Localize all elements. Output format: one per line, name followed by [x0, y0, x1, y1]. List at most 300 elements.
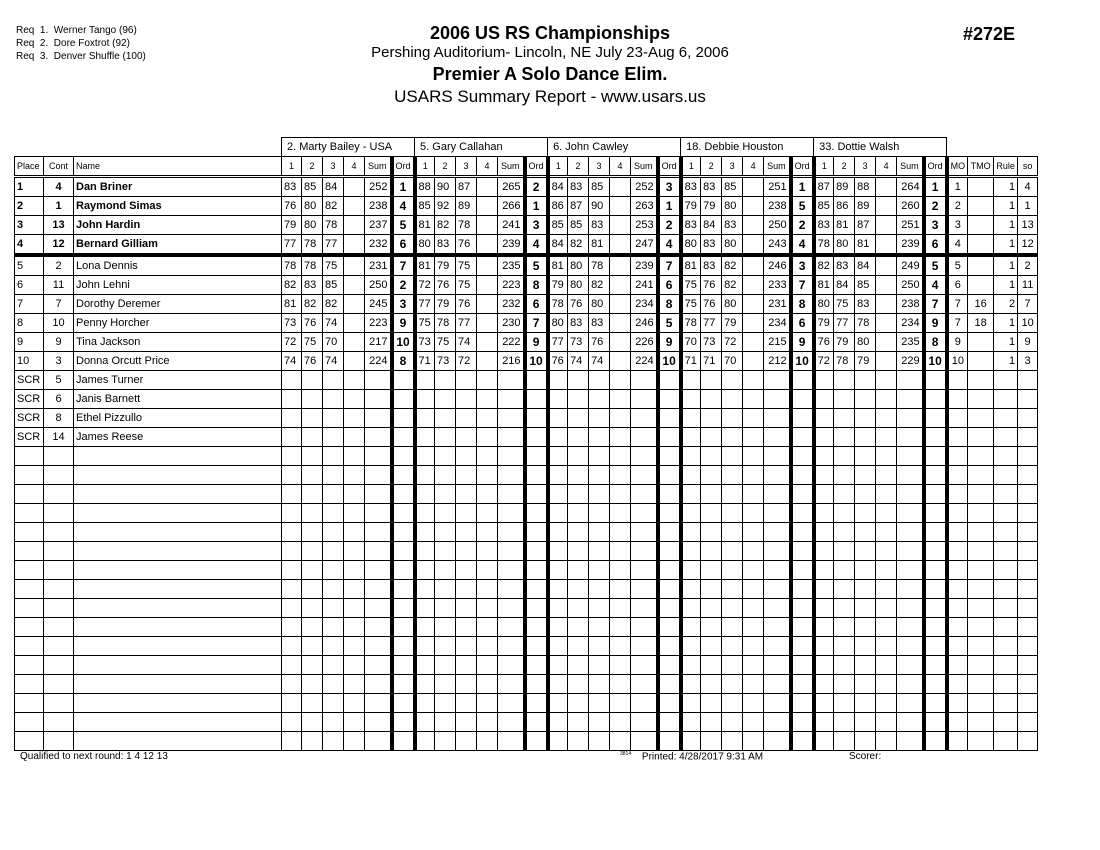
empty-cell — [897, 504, 924, 523]
score-cell — [344, 409, 365, 428]
empty-cell — [498, 580, 525, 599]
score-cell — [610, 428, 631, 447]
empty-cell — [568, 504, 589, 523]
sum-cell: 265 — [498, 177, 525, 197]
event-name: Premier A Solo Dance Elim. — [432, 64, 668, 84]
empty-cell — [548, 656, 568, 675]
event-number: #272E — [963, 24, 1016, 44]
sum-cell: 222 — [498, 333, 525, 352]
empty-cell — [435, 561, 456, 580]
empty-row — [15, 447, 1038, 466]
empty-cell — [764, 599, 791, 618]
score-cell — [477, 314, 498, 333]
empty-cell — [791, 561, 814, 580]
empty-row — [15, 466, 1038, 485]
score-cell — [743, 371, 764, 390]
empty-cell — [701, 732, 722, 751]
empty-cell — [968, 466, 994, 485]
score-cell: 85 — [814, 197, 834, 216]
score-cell: 85 — [568, 216, 589, 235]
score-cell: 80 — [302, 197, 323, 216]
empty-cell — [924, 485, 947, 504]
score-cell: 80 — [722, 197, 743, 216]
empty-cell — [477, 637, 498, 656]
empty-cell — [897, 485, 924, 504]
print-code: 3814 — [620, 751, 632, 757]
score-cell — [722, 409, 743, 428]
empty-cell — [722, 504, 743, 523]
header-score-3: 3 — [456, 157, 477, 177]
empty-cell — [681, 466, 701, 485]
header-score-3: 3 — [722, 157, 743, 177]
sum-cell: 266 — [498, 197, 525, 216]
empty-cell — [365, 713, 392, 732]
name-cell: Janis Barnett — [74, 390, 282, 409]
so-cell: 4 — [1018, 177, 1038, 197]
empty-cell — [74, 599, 282, 618]
sum-cell: 238 — [897, 295, 924, 314]
score-cell: 70 — [323, 333, 344, 352]
empty-cell — [947, 675, 968, 694]
score-cell: 76 — [589, 333, 610, 352]
venue-dates: Pershing Auditorium- Lincoln, NE July 23-Aug 6, 2006 — [371, 44, 729, 61]
header-sum: Sum — [365, 157, 392, 177]
header-name: Name — [74, 157, 282, 177]
empty-cell — [477, 542, 498, 561]
sum-cell: 260 — [897, 197, 924, 216]
score-cell — [415, 428, 435, 447]
score-cell — [743, 390, 764, 409]
empty-cell — [814, 504, 834, 523]
empty-cell — [834, 447, 855, 466]
empty-cell — [722, 694, 743, 713]
tmo-cell — [968, 216, 994, 235]
empty-cell — [924, 618, 947, 637]
empty-cell — [743, 580, 764, 599]
score-cell — [722, 371, 743, 390]
empty-cell — [15, 618, 44, 637]
spacer — [947, 138, 1038, 157]
empty-cell — [302, 599, 323, 618]
score-cell: 83 — [568, 314, 589, 333]
score-cell: 73 — [282, 314, 302, 333]
empty-row — [15, 637, 1038, 656]
empty-cell — [302, 713, 323, 732]
sum-cell: 251 — [897, 216, 924, 235]
score-cell — [876, 197, 897, 216]
score-cell: 78 — [681, 314, 701, 333]
empty-cell — [855, 523, 876, 542]
empty-cell — [658, 466, 681, 485]
empty-cell — [568, 466, 589, 485]
tmo-cell — [968, 371, 994, 390]
empty-cell — [568, 637, 589, 656]
cont-cell: 13 — [44, 216, 74, 235]
score-cell — [610, 333, 631, 352]
empty-cell — [658, 694, 681, 713]
tmo-cell: 18 — [968, 314, 994, 333]
empty-cell — [415, 447, 435, 466]
empty-cell — [344, 485, 365, 504]
empty-cell — [456, 694, 477, 713]
header-score-4: 4 — [344, 157, 365, 177]
empty-cell — [282, 656, 302, 675]
empty-cell — [897, 542, 924, 561]
score-cell: 80 — [722, 235, 743, 256]
empty-cell — [477, 523, 498, 542]
empty-cell — [658, 542, 681, 561]
score-cell — [876, 295, 897, 314]
score-cell — [814, 428, 834, 447]
empty-cell — [548, 561, 568, 580]
sum-cell: 234 — [764, 314, 791, 333]
header-mo: MO — [947, 157, 968, 177]
ordinal-cell — [392, 409, 415, 428]
mo-cell — [947, 409, 968, 428]
empty-cell — [74, 637, 282, 656]
empty-cell — [876, 732, 897, 751]
tmo-cell — [968, 197, 994, 216]
score-cell: 77 — [548, 333, 568, 352]
place-cell: 4 — [15, 235, 44, 256]
empty-cell — [477, 618, 498, 637]
empty-cell — [15, 637, 44, 656]
mo-cell — [947, 390, 968, 409]
score-cell: 80 — [589, 295, 610, 314]
score-cell — [477, 216, 498, 235]
column-header-row — [15, 157, 1038, 177]
score-cell: 76 — [456, 295, 477, 314]
empty-cell — [968, 637, 994, 656]
empty-cell — [589, 561, 610, 580]
empty-cell — [282, 580, 302, 599]
judge-name: 33. Dottie Walsh — [814, 138, 947, 157]
score-cell — [743, 295, 764, 314]
empty-cell — [456, 466, 477, 485]
empty-cell — [924, 637, 947, 656]
empty-cell — [610, 732, 631, 751]
empty-cell — [658, 599, 681, 618]
empty-cell — [568, 580, 589, 599]
score-cell — [681, 390, 701, 409]
empty-cell — [323, 504, 344, 523]
score-cell — [610, 177, 631, 197]
score-cell — [589, 409, 610, 428]
header-place: Place — [15, 157, 44, 177]
empty-cell — [568, 542, 589, 561]
empty-cell — [435, 599, 456, 618]
empty-cell — [435, 713, 456, 732]
empty-cell — [855, 618, 876, 637]
cont-cell: 8 — [44, 409, 74, 428]
empty-cell — [392, 656, 415, 675]
score-cell — [477, 409, 498, 428]
empty-cell — [814, 485, 834, 504]
empty-cell — [631, 618, 658, 637]
score-cell — [282, 409, 302, 428]
empty-cell — [415, 656, 435, 675]
cont-cell: 1 — [44, 197, 74, 216]
sum-cell: 224 — [631, 352, 658, 371]
empty-cell — [323, 580, 344, 599]
score-cell: 76 — [701, 276, 722, 295]
score-cell — [477, 333, 498, 352]
empty-cell — [282, 466, 302, 485]
empty-cell — [15, 713, 44, 732]
empty-cell — [701, 675, 722, 694]
empty-cell — [15, 561, 44, 580]
score-cell: 73 — [568, 333, 589, 352]
empty-cell — [498, 599, 525, 618]
empty-cell — [681, 732, 701, 751]
empty-cell — [548, 694, 568, 713]
empty-cell — [834, 732, 855, 751]
empty-cell — [681, 485, 701, 504]
empty-cell — [610, 466, 631, 485]
empty-cell — [968, 618, 994, 637]
empty-cell — [435, 618, 456, 637]
rule-cell: 1 — [994, 177, 1018, 197]
score-cell: 82 — [323, 197, 344, 216]
empty-cell — [344, 618, 365, 637]
tmo-cell — [968, 255, 994, 276]
score-cell — [610, 371, 631, 390]
competitor-row — [15, 371, 1038, 390]
empty-cell — [610, 599, 631, 618]
empty-cell — [44, 580, 74, 599]
score-cell: 71 — [681, 352, 701, 371]
score-cell — [610, 235, 631, 256]
empty-cell — [681, 561, 701, 580]
empty-cell — [855, 656, 876, 675]
score-cell: 72 — [282, 333, 302, 352]
empty-cell — [897, 637, 924, 656]
ordinal-cell: 1 — [791, 177, 814, 197]
header-score-4: 4 — [477, 157, 498, 177]
cont-cell: 14 — [44, 428, 74, 447]
sum-cell — [365, 390, 392, 409]
empty-cell — [302, 466, 323, 485]
judge-name: 2. Marty Bailey - USA — [282, 138, 415, 157]
score-cell — [344, 371, 365, 390]
empty-cell — [610, 618, 631, 637]
ordinal-cell — [924, 390, 947, 409]
score-cell — [344, 352, 365, 371]
empty-cell — [681, 675, 701, 694]
score-cell: 74 — [568, 352, 589, 371]
empty-cell — [897, 656, 924, 675]
empty-cell — [791, 504, 814, 523]
sum-cell: 253 — [631, 216, 658, 235]
place-cell: 8 — [15, 314, 44, 333]
empty-cell — [924, 675, 947, 694]
empty-cell — [791, 466, 814, 485]
ordinal-cell: 5 — [924, 255, 947, 276]
score-cell — [344, 216, 365, 235]
empty-cell — [968, 599, 994, 618]
empty-cell — [344, 713, 365, 732]
empty-cell — [525, 637, 548, 656]
score-cell: 78 — [456, 216, 477, 235]
score-cell: 78 — [589, 255, 610, 276]
empty-cell — [743, 618, 764, 637]
printed-timestamp: Printed: 4/28/2017 9:31 AM — [641, 751, 764, 763]
empty-cell — [994, 675, 1018, 694]
empty-cell — [897, 694, 924, 713]
mo-cell: 6 — [947, 276, 968, 295]
so-cell: 1 — [1018, 197, 1038, 216]
score-cell — [323, 409, 344, 428]
empty-cell — [392, 675, 415, 694]
empty-cell — [498, 713, 525, 732]
empty-cell — [365, 694, 392, 713]
empty-cell — [15, 542, 44, 561]
empty-cell — [548, 675, 568, 694]
score-cell — [548, 390, 568, 409]
sum-cell: 224 — [365, 352, 392, 371]
empty-cell — [498, 656, 525, 675]
empty-cell — [722, 618, 743, 637]
ordinal-cell: 9 — [791, 333, 814, 352]
score-cell: 83 — [681, 216, 701, 235]
empty-cell — [589, 618, 610, 637]
empty-cell — [568, 485, 589, 504]
empty-cell — [365, 523, 392, 542]
empty-cell — [968, 542, 994, 561]
empty-cell — [968, 485, 994, 504]
empty-cell — [435, 732, 456, 751]
empty-cell — [764, 561, 791, 580]
empty-cell — [743, 523, 764, 542]
ordinal-cell: 1 — [924, 177, 947, 197]
empty-cell — [548, 732, 568, 751]
empty-cell — [897, 713, 924, 732]
empty-cell — [1018, 732, 1038, 751]
empty-cell — [302, 675, 323, 694]
empty-cell — [855, 713, 876, 732]
empty-cell — [897, 580, 924, 599]
empty-cell — [456, 523, 477, 542]
sum-cell — [498, 390, 525, 409]
score-cell: 73 — [701, 333, 722, 352]
ordinal-cell — [791, 371, 814, 390]
empty-cell — [498, 561, 525, 580]
score-cell: 81 — [834, 216, 855, 235]
empty-cell — [968, 504, 994, 523]
empty-cell — [525, 580, 548, 599]
empty-cell — [74, 542, 282, 561]
cont-cell: 10 — [44, 314, 74, 333]
empty-cell — [456, 504, 477, 523]
score-cell — [681, 371, 701, 390]
header-score-1: 1 — [282, 157, 302, 177]
empty-cell — [743, 694, 764, 713]
empty-cell — [994, 523, 1018, 542]
score-cell: 83 — [589, 216, 610, 235]
score-cell: 76 — [302, 352, 323, 371]
score-cell — [477, 295, 498, 314]
empty-cell — [834, 675, 855, 694]
empty-cell — [548, 599, 568, 618]
score-cell: 83 — [589, 314, 610, 333]
empty-cell — [456, 599, 477, 618]
score-cell — [610, 276, 631, 295]
score-cell — [415, 409, 435, 428]
empty-cell — [589, 694, 610, 713]
ordinal-cell: 2 — [791, 216, 814, 235]
empty-cell — [631, 447, 658, 466]
empty-cell — [681, 523, 701, 542]
ordinal-cell — [791, 409, 814, 428]
empty-cell — [876, 637, 897, 656]
score-cell — [743, 177, 764, 197]
sum-cell: 235 — [498, 255, 525, 276]
empty-cell — [589, 732, 610, 751]
score-cell: 77 — [456, 314, 477, 333]
sum-cell: 247 — [631, 235, 658, 256]
sum-cell: 238 — [365, 197, 392, 216]
tmo-cell — [968, 390, 994, 409]
score-cell: 82 — [568, 235, 589, 256]
score-cell: 82 — [814, 255, 834, 276]
empty-cell — [568, 656, 589, 675]
tmo-cell — [968, 235, 994, 256]
ordinal-cell: 1 — [658, 197, 681, 216]
empty-cell — [344, 675, 365, 694]
score-cell: 83 — [302, 276, 323, 295]
empty-cell — [323, 485, 344, 504]
empty-cell — [814, 732, 834, 751]
empty-cell — [282, 713, 302, 732]
empty-cell — [924, 523, 947, 542]
score-cell: 75 — [456, 255, 477, 276]
score-cell: 89 — [855, 197, 876, 216]
empty-cell — [722, 580, 743, 599]
empty-cell — [658, 675, 681, 694]
empty-cell — [344, 637, 365, 656]
empty-cell — [344, 656, 365, 675]
empty-cell — [947, 504, 968, 523]
name-cell: James Reese — [74, 428, 282, 447]
empty-cell — [365, 580, 392, 599]
empty-cell — [701, 542, 722, 561]
score-cell — [282, 428, 302, 447]
requirement-2: Req 2. Dore Foxtrot (92) — [16, 38, 130, 49]
empty-cell — [568, 694, 589, 713]
so-cell: 7 — [1018, 295, 1038, 314]
ordinal-cell: 8 — [924, 333, 947, 352]
ordinal-cell: 10 — [791, 352, 814, 371]
empty-cell — [1018, 713, 1038, 732]
score-cell: 75 — [323, 255, 344, 276]
empty-cell — [855, 580, 876, 599]
empty-cell — [365, 542, 392, 561]
empty-cell — [631, 485, 658, 504]
empty-cell — [722, 713, 743, 732]
name-cell: John Lehni — [74, 276, 282, 295]
empty-cell — [415, 542, 435, 561]
mo-cell: 3 — [947, 216, 968, 235]
score-cell: 79 — [435, 255, 456, 276]
ordinal-cell: 7 — [924, 295, 947, 314]
rule-cell: 1 — [994, 235, 1018, 256]
ordinal-cell: 9 — [658, 333, 681, 352]
empty-cell — [477, 561, 498, 580]
ordinal-cell: 3 — [392, 295, 415, 314]
score-cell: 72 — [814, 352, 834, 371]
empty-cell — [74, 618, 282, 637]
empty-cell — [897, 561, 924, 580]
